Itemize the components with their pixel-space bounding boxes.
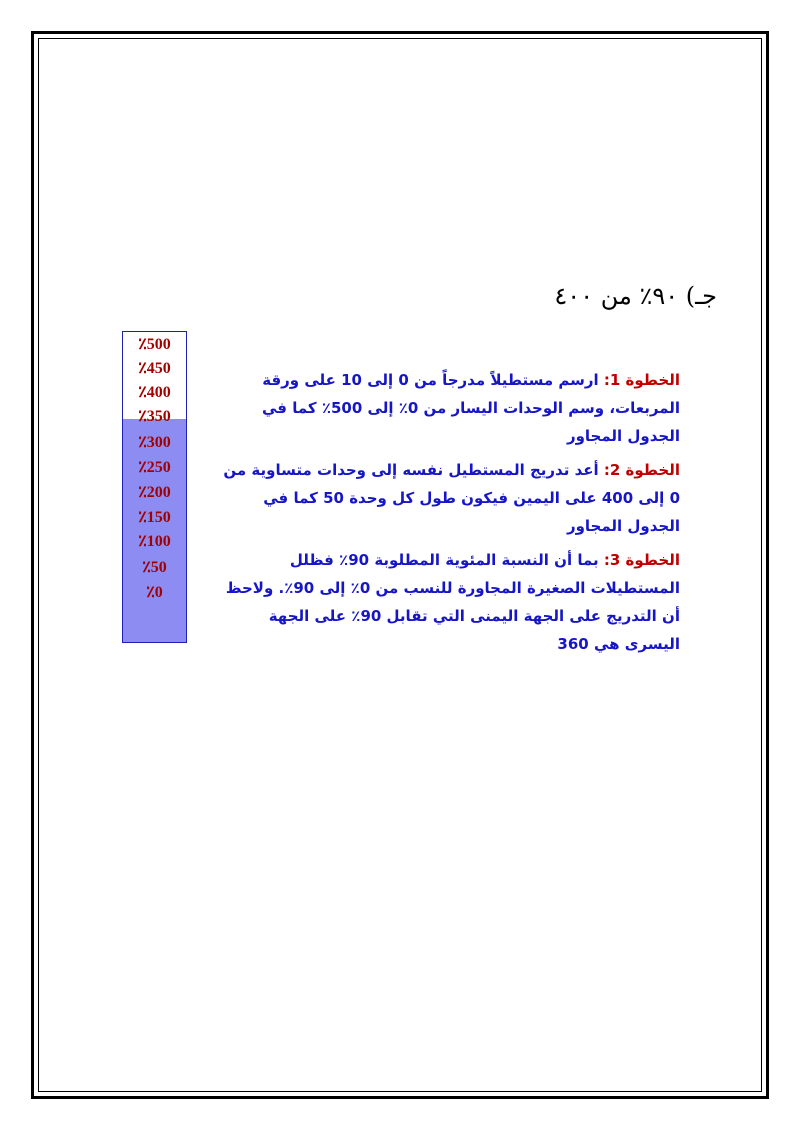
step-1-text: ارسم مستطيلاً مدرجاً من 0 إلى 10 على ورقة المربعات، وسم الوحدات اليسار من 0٪ إلى 500٪ كما في الجدول المجاور — [261, 371, 680, 445]
scale-label: ٪300 — [138, 434, 171, 451]
step-3-text: بما أن النسبة المئوية المطلوبة 90٪ فظلل المستطيلات الصغيرة المجاورة للنسب من 0٪ إلى 90٪. ولاحظ أن التدريج على الجهة اليمنى التي تقابل 90٪ على الجهة اليسرى هي 360 — [225, 551, 680, 653]
step-2-label: الخطوة 2: — [603, 461, 680, 479]
scale-label: ٪450 — [138, 360, 171, 377]
scale-label: ٪250 — [138, 459, 171, 476]
scale-label: ٪150 — [138, 509, 171, 526]
step-2-text: أعد تدريج المستطيل نفسه إلى وحدات متساوية من 0 إلى 400 على اليمين فيكون طول كل وحدة 50 كما في الجدول المجاور — [223, 461, 680, 535]
scale-label: ٪350 — [138, 408, 171, 425]
scale-label: ٪500 — [138, 336, 171, 353]
problem-heading: جـ) ٩٠٪ من ٤٠٠ — [554, 282, 717, 310]
percent-scale-bar — [122, 331, 187, 643]
steps-text-block — [222, 366, 680, 664]
step-1 — [222, 366, 680, 450]
step-3 — [222, 546, 680, 658]
scale-label: ٪50 — [142, 559, 167, 576]
step-1-label: الخطوة 1: — [603, 371, 680, 389]
step-2 — [222, 456, 680, 540]
step-3-label: الخطوة 3: — [603, 551, 680, 569]
scale-label: ٪100 — [138, 533, 171, 550]
scale-label: ٪400 — [138, 384, 171, 401]
scale-label: ٪0 — [146, 584, 163, 601]
scale-label: ٪200 — [138, 484, 171, 501]
